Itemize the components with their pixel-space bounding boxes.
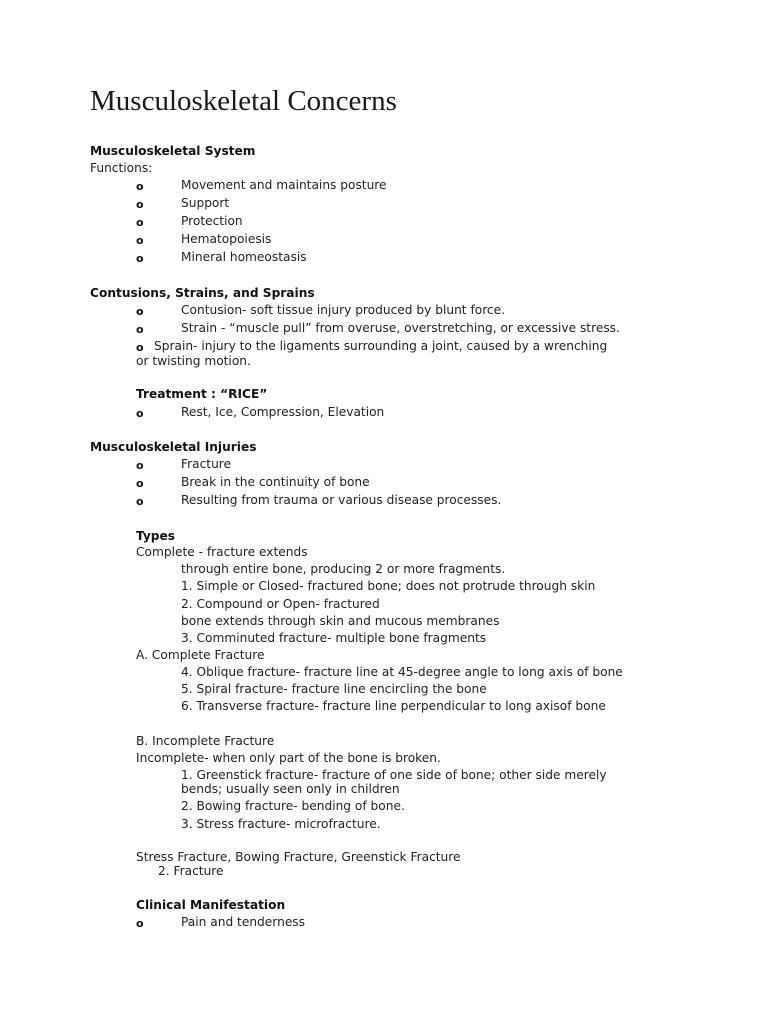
list-item: Resulting from trauma or various disease processes. (181, 493, 502, 507)
types-line: B. Incomplete Fracture (136, 734, 275, 748)
list-item: Mineral homeostasis (181, 250, 307, 264)
types-line: 2. Compound or Open- fractured (181, 597, 380, 611)
types-line: 5. Spiral fracture- fracture line encircling the bone (181, 682, 487, 696)
list-item-continuation: or twisting motion. (136, 354, 251, 368)
bullet-marker: o (136, 305, 144, 318)
page-title: Musculoskeletal Concerns (90, 85, 397, 117)
list-item: Contusion- soft tissue injury produced by blunt force. (181, 303, 506, 317)
bullet-marker: o (136, 252, 144, 265)
list-item: Rest, Ice, Compression, Elevation (181, 405, 385, 419)
list-item: Support (181, 196, 230, 210)
bullet-marker: o (136, 341, 144, 354)
types-heading: Types (136, 529, 176, 543)
types-line: A. Complete Fracture (136, 648, 265, 662)
bullet-marker: o (136, 216, 144, 229)
types-line: 1. Simple or Closed- fractured bone; does not protrude through skin (181, 579, 596, 593)
types-line: 4. Oblique fracture- fracture line at 45-degree angle to long axis of bone (181, 665, 623, 679)
bullet-marker: o (136, 459, 144, 472)
functions-label: Functions: (90, 161, 153, 175)
bullet-marker: o (136, 323, 144, 336)
types-line: 3. Stress fracture- microfracture. (181, 817, 381, 831)
list-item: Fracture (181, 457, 232, 471)
bullet-marker: o (136, 180, 144, 193)
list-item: Strain - “muscle pull” from overuse, overstretching, or excessive stress. (181, 321, 620, 335)
types-line: 1. Greenstick fracture- fracture of one side of bone; other side merely (181, 768, 607, 782)
list-item: Pain and tenderness (181, 915, 306, 929)
treatment-heading: Treatment : “RICE” (136, 387, 268, 401)
types-line: Stress Fracture, Bowing Fracture, Greenstick Fracture (136, 850, 461, 864)
types-line: 2. Bowing fracture- bending of bone. (181, 799, 405, 813)
list-item: Movement and maintains posture (181, 178, 387, 192)
types-line: bone extends through skin and mucous membranes (181, 614, 500, 628)
list-item: Hematopoiesis (181, 232, 272, 246)
section-heading-musculoskeletal-system: Musculoskeletal System (90, 144, 256, 158)
bullet-marker: o (136, 234, 144, 247)
types-line: through entire bone, producing 2 or more fragments. (181, 562, 506, 576)
bullet-marker: o (136, 917, 144, 930)
section-heading-contusions: Contusions, Strains, and Sprains (90, 286, 315, 300)
section-heading-musculoskeletal-injuries: Musculoskeletal Injuries (90, 440, 257, 454)
list-item: Sprain- injury to the ligaments surrounding a joint, caused by a wrenching (154, 339, 608, 353)
clinical-heading: Clinical Manifestation (136, 898, 286, 912)
types-line: 6. Transverse fracture- fracture line perpendicular to long axisof bone (181, 699, 606, 713)
types-line: 3. Comminuted fracture- multiple bone fragments (181, 631, 487, 645)
bullet-marker: o (136, 198, 144, 211)
list-item: Protection (181, 214, 243, 228)
types-line: bends; usually seen only in children (181, 782, 400, 796)
bullet-marker: o (136, 477, 144, 490)
bullet-marker: o (136, 495, 144, 508)
types-line: Incomplete- when only part of the bone is broken. (136, 751, 441, 765)
bullet-marker: o (136, 407, 144, 420)
list-item: Break in the continuity of bone (181, 475, 370, 489)
types-line: 2. Fracture (158, 864, 224, 878)
types-line: Complete - fracture extends (136, 545, 308, 559)
